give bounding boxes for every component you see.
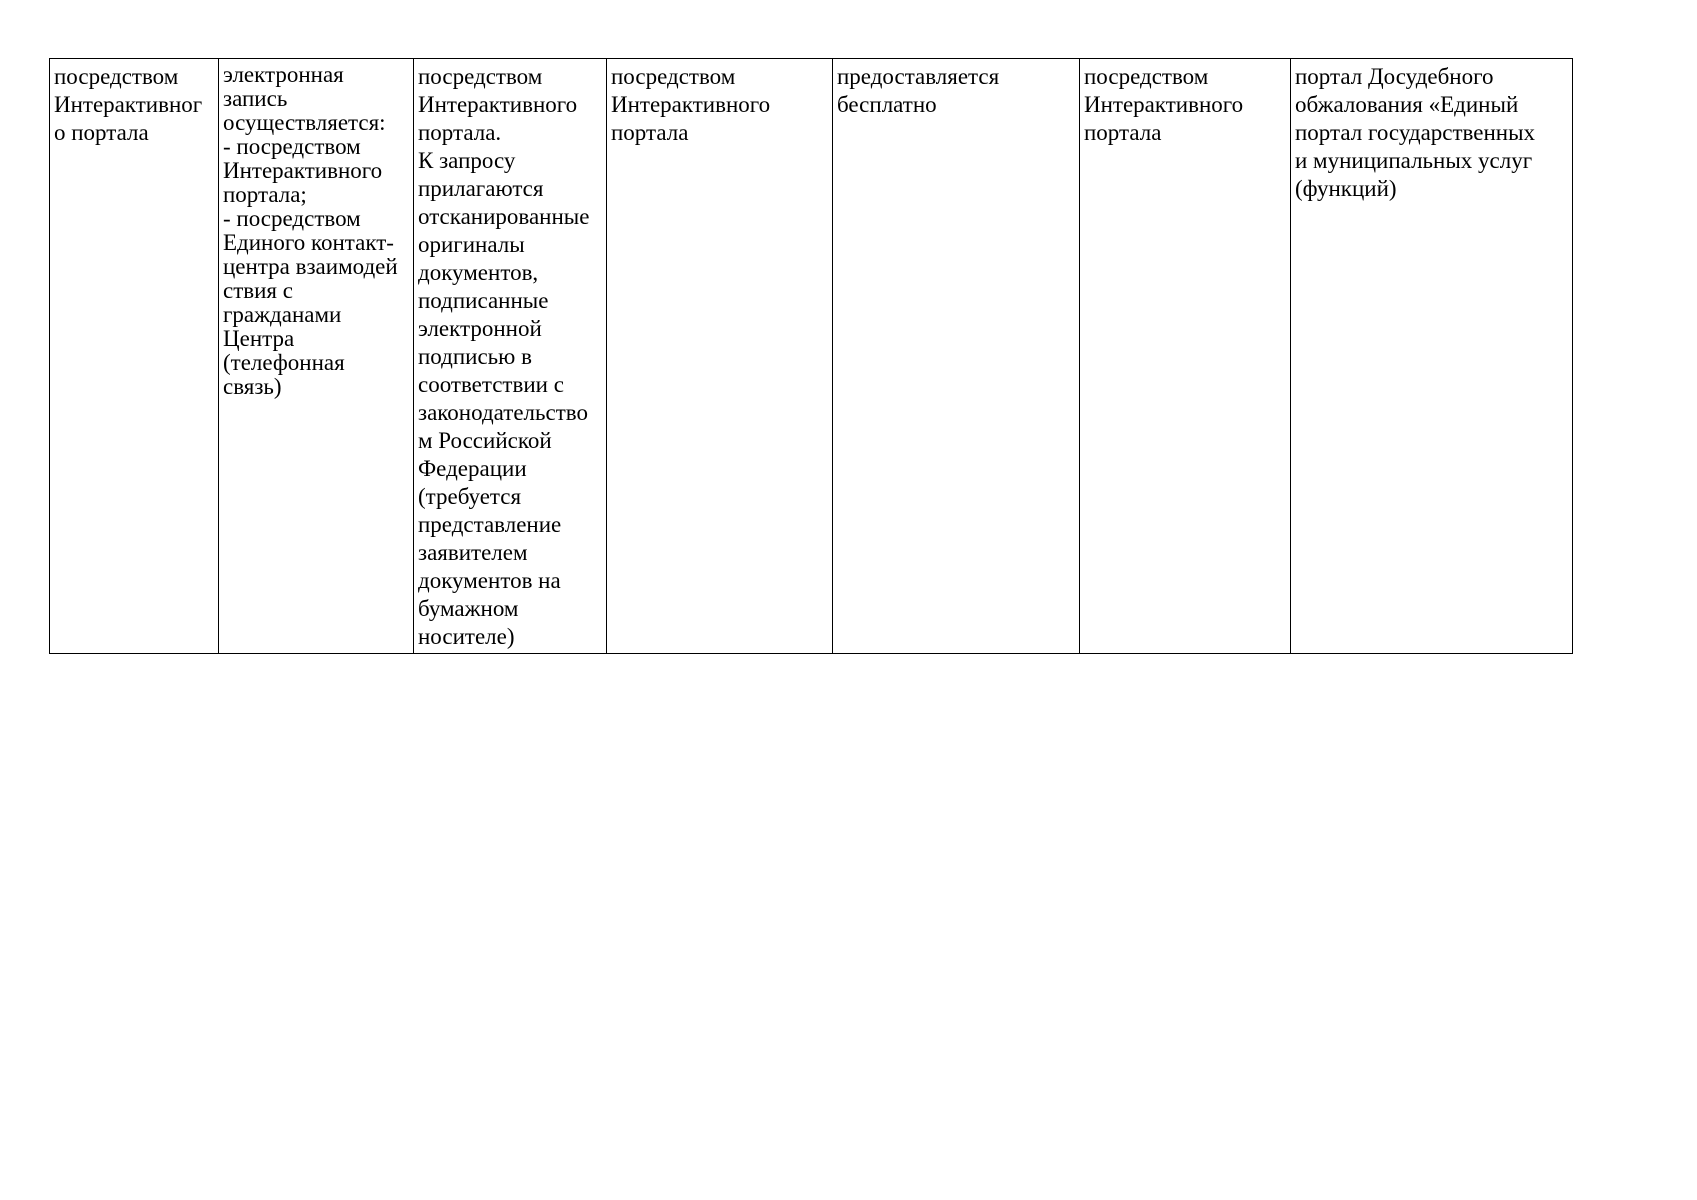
- table-cell: посредством Интерактивного портала: [1080, 59, 1291, 654]
- table-cell: посредством Интерактивного портала. К запросу прилагаются отсканированные оригиналы документов, подписанные электронной подписью в соответствии с законодательство м Российской Федерации (требуется представление заявителем документов на бумажном носителе): [414, 59, 607, 654]
- table-row: [50, 59, 1573, 654]
- table-cell: посредством Интерактивного портала: [607, 59, 833, 654]
- table-cell: портал Досудебного обжалования «Единый портал государственных и муниципальных услуг (функций): [1291, 59, 1573, 654]
- table-cell: посредством Интерактивног о портала: [50, 59, 219, 654]
- table-cell: электронная запись осуществляется: - посредством Интерактивного портала; - посредством Единого контакт- центра взаимодей ствия с гражданами Центра (телефонная связь): [219, 59, 414, 654]
- table-cell: предоставляется бесплатно: [833, 59, 1080, 654]
- services-table: [49, 58, 1573, 654]
